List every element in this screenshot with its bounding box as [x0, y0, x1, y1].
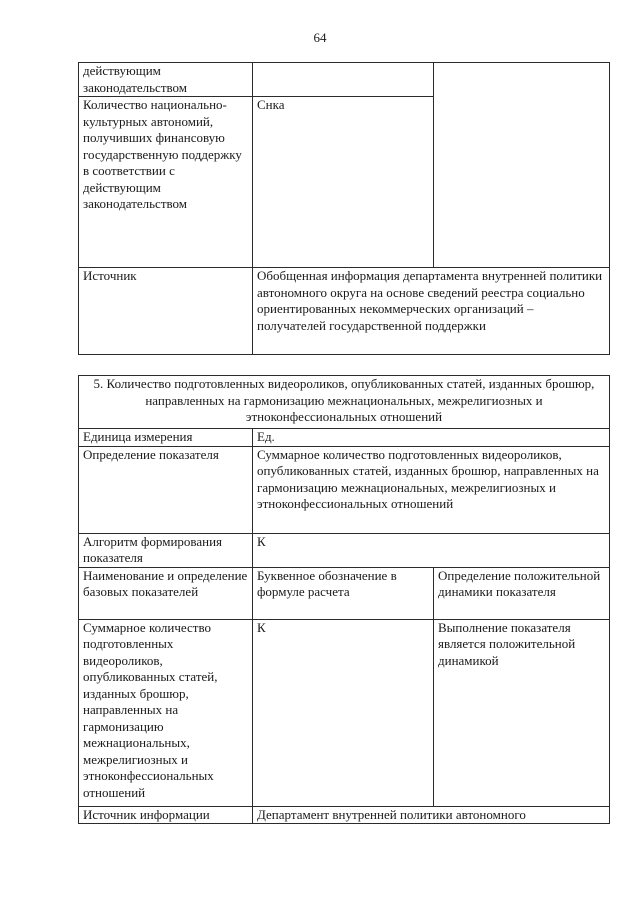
header-symbol: Буквенное обозначение в формуле расчета: [253, 567, 434, 619]
indicator-table-continued: [78, 62, 610, 355]
base-indicator-dynamics: Выполнение показателя является положительной динамикой: [434, 619, 610, 806]
algorithm-label: Алгоритм формирования показателя: [79, 533, 253, 567]
table-row: [79, 429, 610, 447]
info-source-label: Источник информации: [79, 806, 253, 824]
table-row: [79, 619, 610, 806]
table-row: [79, 268, 610, 355]
info-source-value: Департамент внутренней политики автономного: [253, 806, 610, 824]
row-label: действующим законодательством: [79, 63, 253, 97]
table-row: [79, 63, 610, 97]
base-indicator-symbol: Снка: [253, 97, 434, 268]
table-row: [79, 446, 610, 533]
row-value: [253, 63, 434, 97]
table-row: [79, 533, 610, 567]
empty-cell: [434, 63, 610, 268]
base-indicator-symbol: К: [253, 619, 434, 806]
unit-label: Единица измерения: [79, 429, 253, 447]
indicator-table-5: [78, 375, 610, 824]
table-row: [79, 806, 610, 824]
table-row: [79, 376, 610, 429]
unit-value: Ед.: [253, 429, 610, 447]
page-number: 64: [313, 30, 327, 45]
header-base-indicator: Наименование и определение базовых показателей: [79, 567, 253, 619]
definition-label: Определение показателя: [79, 446, 253, 533]
source-text: Обобщенная информация департамента внутренней политики автономного округа на основе сведений реестра социально ориентированных некоммерческих организаций – получателей государственной поддержки: [253, 268, 610, 355]
base-indicator-name: Количество национально-культурных автономий, получивших финансовую государственную поддержку в соответствии с действующим законодательством: [79, 97, 253, 268]
definition-value: Суммарное количество подготовленных видеороликов, опубликованных статей, изданных брошюр, направленных на гармонизацию межнациональных, межрелигиозных и этноконфессиональных отношений: [253, 446, 610, 533]
table-row: [79, 567, 610, 619]
algorithm-value: К: [253, 533, 610, 567]
base-indicator-name: Суммарное количество подготовленных видеороликов, опубликованных статей, изданных брошюр, направленных на гармонизацию межнациональных, межрелигиозных и этноконфессиональных отношений: [79, 619, 253, 806]
source-label: Источник: [79, 268, 253, 355]
header-dynamics: Определение положительной динамики показателя: [434, 567, 610, 619]
indicator-title: 5. Количество подготовленных видеороликов, опубликованных статей, изданных брошюр, направленных на гармонизацию межнациональных, межрелигиозных и этноконфессиональных отношений: [79, 376, 610, 429]
